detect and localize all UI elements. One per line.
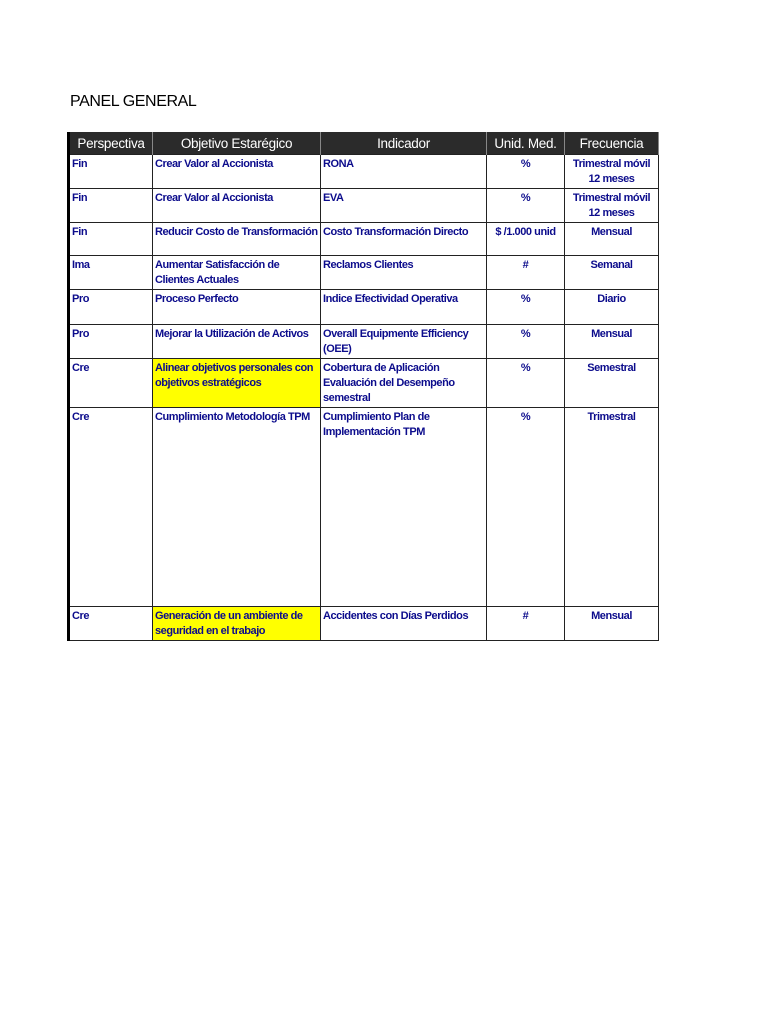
- cell-frecuencia: Mensual: [565, 607, 659, 641]
- cell-perspectiva: Fin: [69, 223, 153, 256]
- cell-objetivo: Alinear objetivos personales con objetivos estratégicos: [153, 359, 321, 408]
- table-row: [69, 359, 659, 408]
- table-row: [69, 408, 659, 607]
- cell-unidad: %: [487, 155, 565, 189]
- cell-unidad: $ /1.000 unid: [487, 223, 565, 256]
- cell-frecuencia: Diario: [565, 290, 659, 325]
- cell-perspectiva: Cre: [69, 359, 153, 408]
- column-header-frecuencia: Frecuencia: [565, 132, 659, 155]
- cell-indicador: Reclamos Clientes: [321, 256, 487, 290]
- cell-unidad: %: [487, 359, 565, 408]
- cell-indicador: EVA: [321, 189, 487, 223]
- cell-perspectiva: Fin: [69, 155, 153, 189]
- table-row: [69, 189, 659, 223]
- cell-objetivo: Reducir Costo de Transformación: [153, 223, 321, 256]
- cell-objetivo: Crear Valor al Accionista: [153, 155, 321, 189]
- cell-objetivo: Proceso Perfecto: [153, 290, 321, 325]
- cell-perspectiva: Cre: [69, 607, 153, 641]
- table-row: [69, 155, 659, 189]
- page-title: PANEL GENERAL: [70, 93, 197, 110]
- cell-unidad: #: [487, 256, 565, 290]
- table-row: [69, 290, 659, 325]
- table-row: [69, 223, 659, 256]
- cell-frecuencia: Trimestral móvil 12 meses: [565, 189, 659, 223]
- cell-perspectiva: Fin: [69, 189, 153, 223]
- cell-unidad: %: [487, 290, 565, 325]
- cell-frecuencia: Trimestral móvil 12 meses: [565, 155, 659, 189]
- table-row: [69, 607, 659, 641]
- table-row: [69, 325, 659, 359]
- cell-indicador: Overall Equipmente Efficiency (OEE): [321, 325, 487, 359]
- cell-unidad: %: [487, 189, 565, 223]
- cell-objetivo: Aumentar Satisfacción de Clientes Actuales: [153, 256, 321, 290]
- table-header-row: [69, 132, 659, 155]
- cell-indicador: Costo Transformación Directo: [321, 223, 487, 256]
- cell-frecuencia: Mensual: [565, 325, 659, 359]
- cell-objetivo: Cumplimiento Metodología TPM: [153, 408, 321, 607]
- cell-perspectiva: Pro: [69, 325, 153, 359]
- cell-indicador: Accidentes con Días Perdidos: [321, 607, 487, 641]
- cell-unidad: #: [487, 607, 565, 641]
- cell-perspectiva: Pro: [69, 290, 153, 325]
- cell-perspectiva: Ima: [69, 256, 153, 290]
- cell-indicador: Cobertura de Aplicación Evaluación del Desempeño semestral: [321, 359, 487, 408]
- cell-frecuencia: Semanal: [565, 256, 659, 290]
- column-header-unidad: Unid. Med.: [487, 132, 565, 155]
- cell-frecuencia: Trimestral: [565, 408, 659, 607]
- cell-unidad: %: [487, 408, 565, 607]
- cell-frecuencia: Mensual: [565, 223, 659, 256]
- panel-table: [67, 132, 659, 641]
- table-row: [69, 256, 659, 290]
- cell-indicador: Cumplimiento Plan de Implementación TPM: [321, 408, 487, 607]
- cell-frecuencia: Semestral: [565, 359, 659, 408]
- cell-objetivo: Generación de un ambiente de seguridad en el trabajo: [153, 607, 321, 641]
- cell-indicador: RONA: [321, 155, 487, 189]
- column-header-objetivo: Objetivo Estarégico: [153, 132, 321, 155]
- cell-objetivo: Mejorar la Utilización de Activos: [153, 325, 321, 359]
- cell-perspectiva: Cre: [69, 408, 153, 607]
- column-header-perspectiva: Perspectiva: [69, 132, 153, 155]
- column-header-indicador: Indicador: [321, 132, 487, 155]
- cell-unidad: %: [487, 325, 565, 359]
- cell-objetivo: Crear Valor al Accionista: [153, 189, 321, 223]
- cell-indicador: Indice Efectividad Operativa: [321, 290, 487, 325]
